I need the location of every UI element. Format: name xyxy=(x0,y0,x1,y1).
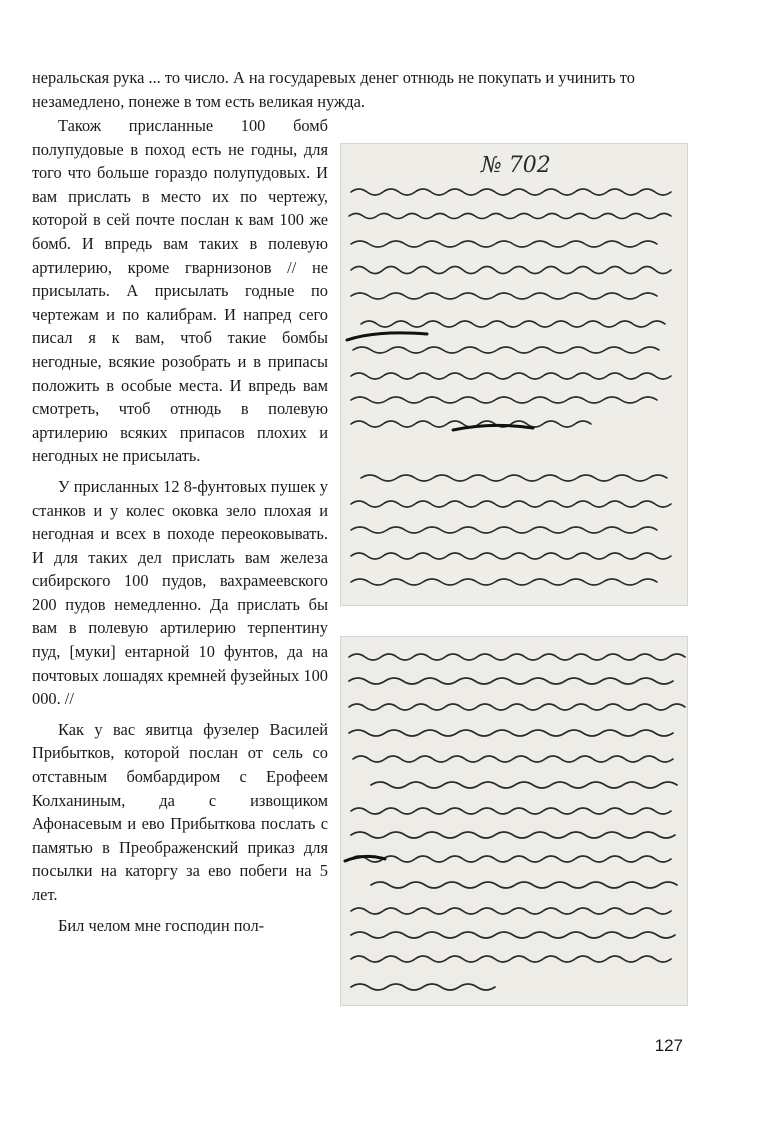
manuscript-image-bottom xyxy=(340,636,688,1006)
page-number: 127 xyxy=(654,1036,683,1055)
folio-mark: № 702 xyxy=(481,153,551,178)
handwriting-facsimile-bottom xyxy=(341,637,687,1005)
paragraph-bombs: Також присланные 100 бомб полупудовые в поход есть не годны, для того что больше гораздо полупудовых. И вам прислать в место их по чертежу, которой в сей почте послан к вам 100 же бомб. И впредь вам таких в полевую артилерию, кроме гварнизонов // не присылать. А присылать годные по чертежам и по калибрам. И напред сего писал я к вам, чтоб такие бомбы негодные, всякие розобрать и в припасы положить в особые места. И впредь вам смотреть, чтоб отнюдь в полевую артилерию всяких припасов плохих и негодных не присылать. xyxy=(32,116,328,466)
text-column xyxy=(32,114,328,944)
intro-paragraph: неральская рука ... то число. А на государевых денег отнюдь не покупать и учинить то незамедлено, понеже в том есть великая нужда. xyxy=(32,68,635,111)
manuscript-image-top xyxy=(340,143,688,606)
paragraph-cannons: У присланных 12 8-фунтовых пушек у станков и у колес оковка зело плохая и негодная и всех в походе переоковывать. И для таких дел прислать вам железа сибирского 100 пудов, вахрамеевского 200 пудов немедленно. Да прислать бы вам в полевую артилерию терпентину пуд, [муки] ентарной 10 фунтов, да на почтовых лошадях кремней фузейных 100 000. // xyxy=(32,476,328,709)
paragraph-fuseler: Как у вас явитца фузелер Василей Прибытков, которой послан от сель со отставным бомбардиром с Ерофеем Колханиным, да с извощиком Афонасевым и ево Прибыткова послать с памятью в Преображенский приказ для посылки на каторгу за ево побеги на 5 лет. xyxy=(32,719,328,904)
paragraph-petition: Бил челом мне господин пол- xyxy=(58,915,265,935)
handwriting-facsimile-top xyxy=(341,144,687,605)
